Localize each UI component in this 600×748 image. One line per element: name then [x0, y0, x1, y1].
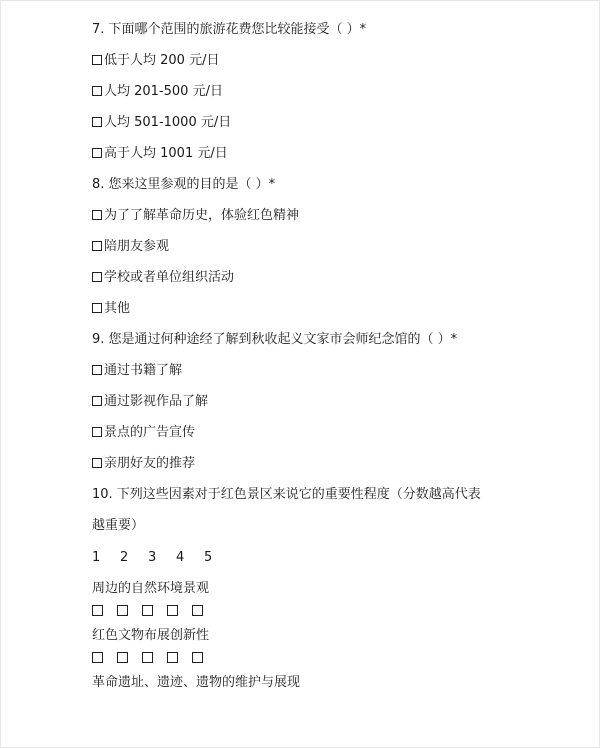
rating-item-2-label: 红色文物布展创新性 — [92, 628, 210, 643]
rating-scale — [92, 549, 232, 567]
checkbox-icon[interactable] — [92, 272, 102, 282]
question-9-title: 9. 您是通过何种途经了解到秋收起义文家市会师纪念馆的（ ）* — [92, 332, 458, 347]
checkbox-icon[interactable] — [92, 241, 102, 251]
scale-label-3: 3 — [148, 550, 157, 565]
q7-option-2[interactable]: 人均 201-500 元/日 — [92, 83, 223, 101]
rating-box-2[interactable] — [117, 652, 128, 663]
q7-option-4[interactable]: 高于人均 1001 元/日 — [92, 145, 228, 163]
rating-box-2[interactable] — [117, 605, 128, 616]
checkbox-icon[interactable] — [92, 55, 102, 65]
q8-option-3[interactable]: 学校或者单位组织活动 — [92, 269, 234, 287]
rating-item-2-boxes — [92, 652, 217, 666]
rating-item-1-label: 周边的自然环境景观 — [92, 581, 210, 596]
rating-box-4[interactable] — [167, 605, 178, 616]
checkbox-icon[interactable] — [92, 303, 102, 313]
question-10-title-line1: 10. 下列这些因素对于红色景区来说它的重要性程度（分数越高代表 — [92, 487, 481, 502]
checkbox-icon[interactable] — [92, 210, 102, 220]
question-7-title: 7. 下面哪个范围的旅游花费您比较能接受（ ）* — [92, 22, 367, 37]
rating-box-5[interactable] — [192, 652, 203, 663]
q8-option-1[interactable]: 为了了解革命历史，体验红色精神 — [92, 207, 299, 225]
scale-label-2: 2 — [120, 550, 129, 565]
rating-box-5[interactable] — [192, 605, 203, 616]
q9-option-1[interactable]: 通过书籍了解 — [92, 362, 182, 380]
question-8-title: 8. 您来这里参观的目的是（ ）* — [92, 177, 276, 192]
checkbox-icon[interactable] — [92, 458, 102, 468]
checkbox-icon[interactable] — [92, 396, 102, 406]
checkbox-icon[interactable] — [92, 117, 102, 127]
rating-box-1[interactable] — [92, 605, 103, 616]
checkbox-icon[interactable] — [92, 365, 102, 375]
rating-item-3-label: 革命遗址、遗迹、遗物的维护与展现 — [92, 675, 301, 690]
q9-option-3[interactable]: 景点的广告宣传 — [92, 424, 195, 442]
q8-option-2[interactable]: 陪朋友参观 — [92, 238, 169, 256]
rating-item-1-boxes — [92, 605, 217, 619]
scale-label-4: 4 — [176, 550, 185, 565]
q8-option-4[interactable]: 其他 — [92, 300, 130, 318]
scale-label-1: 1 — [92, 550, 101, 565]
q7-option-3[interactable]: 人均 501-1000 元/日 — [92, 114, 231, 132]
checkbox-icon[interactable] — [92, 148, 102, 158]
q9-option-2[interactable]: 通过影视作品了解 — [92, 393, 208, 411]
question-10-title-line2: 越重要） — [92, 518, 145, 533]
rating-box-3[interactable] — [142, 605, 153, 616]
rating-box-3[interactable] — [142, 652, 153, 663]
q9-option-4[interactable]: 亲朋好友的推荐 — [92, 455, 195, 473]
rating-box-4[interactable] — [167, 652, 178, 663]
checkbox-icon[interactable] — [92, 86, 102, 96]
scale-label-5: 5 — [204, 550, 213, 565]
checkbox-icon[interactable] — [92, 427, 102, 437]
q7-option-1[interactable]: 低于人均 200 元/日 — [92, 52, 219, 70]
rating-box-1[interactable] — [92, 652, 103, 663]
